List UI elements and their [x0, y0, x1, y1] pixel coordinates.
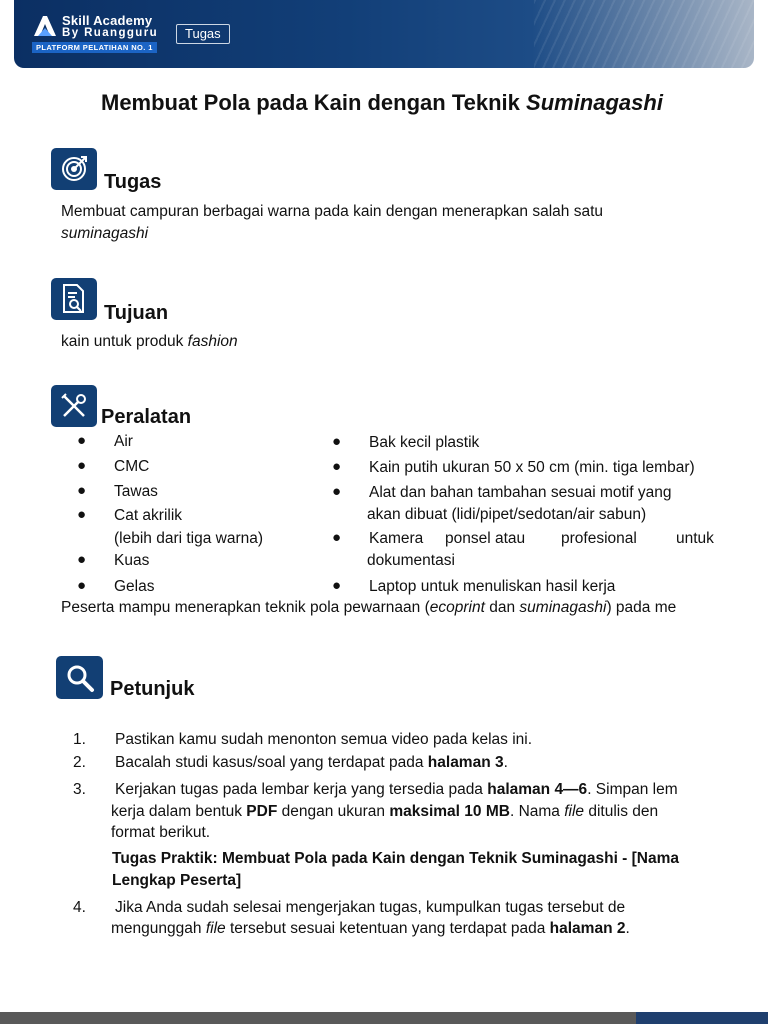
list-item: Gelas	[114, 578, 155, 595]
tujuan-section-icon	[51, 278, 97, 320]
list-number: 1.	[73, 731, 86, 748]
list-item: Bak kecil plastik	[369, 434, 480, 451]
brand-name: Skill Academy	[62, 13, 153, 28]
brand-tagline: PLATFORM PELATIHAN NO. 1	[32, 42, 157, 53]
bullet: ●	[77, 577, 87, 594]
title-italic: Suminagashi	[526, 90, 663, 115]
tugas-text-line1: Membuat campuran berbagai warna pada kain dengan menerapkan salah satu	[61, 203, 603, 220]
file-name-format-line2: Lengkap Peserta]	[112, 872, 242, 889]
list-item: Tawas	[114, 483, 158, 500]
instruction-3-line1: Kerjakan tugas pada lembar kerja yang tersedia pada halaman 4—6. Simpan lem	[115, 781, 678, 798]
instruction-4-line1: Jika Anda sudah selesai mengerjakan tugas, kumpulkan tugas tersebut de	[115, 899, 626, 916]
target-icon	[59, 154, 89, 184]
brand-logo-icon	[32, 14, 58, 38]
bullet: ●	[77, 551, 87, 568]
brand-subname: By Ruangguru	[62, 27, 159, 39]
tools-icon	[59, 391, 89, 421]
list-item-continuation: (lebih dari tiga warna)	[114, 530, 264, 547]
instruction-2: Bacalah studi kasus/soal yang terdapat pada halaman 3.	[115, 754, 508, 771]
list-number: 2.	[73, 754, 86, 771]
bullet: ●	[332, 529, 342, 546]
instruction-1: Pastikan kamu sudah menonton semua video pada kelas ini.	[115, 731, 533, 748]
bullet: ●	[77, 482, 87, 499]
header-banner	[14, 0, 754, 68]
document-search-icon	[59, 283, 89, 315]
tugas-text-line2: suminagashi	[61, 225, 149, 242]
footer-accent	[636, 1012, 768, 1024]
tujuan-heading: Tujuan	[104, 302, 169, 324]
bullet: ●	[77, 457, 87, 474]
bullet: ●	[77, 432, 87, 449]
list-item: Air	[114, 433, 133, 450]
petunjuk-heading: Petunjuk	[110, 678, 195, 700]
header-decoration	[534, 0, 754, 68]
list-item-continuation: dokumentasi	[367, 552, 455, 569]
category-tag: Tugas	[176, 24, 230, 44]
list-item-word: ponsel atau	[445, 530, 526, 547]
instruction-3-line3: format berikut.	[111, 824, 211, 841]
bullet: ●	[332, 458, 342, 475]
list-item: Kuas	[114, 552, 150, 569]
peralatan-heading: Peralatan	[101, 406, 192, 428]
petunjuk-section-icon	[56, 656, 103, 699]
overflow-text: Peserta mampu menerapkan teknik pola pewarnaan (ecoprint dan suminagashi) pada me	[61, 599, 677, 616]
tugas-heading: Tugas	[104, 171, 162, 193]
bullet: ●	[332, 433, 342, 450]
instruction-3-line2: kerja dalam bentuk PDF dengan ukuran maksimal 10 MB. Nama file ditulis den	[111, 803, 659, 820]
bullet: ●	[332, 483, 342, 500]
list-item-word: untuk	[676, 530, 714, 547]
list-number: 3.	[73, 781, 86, 798]
list-item: Cat akrilik	[114, 507, 183, 524]
instruction-4-line2: mengunggah file tersebut sesuai ketentuan yang terdapat pada halaman 2.	[111, 920, 630, 937]
peralatan-section-icon	[51, 385, 97, 427]
page-title: Membuat Pola pada Kain dengan Teknik Suminagashi	[101, 90, 663, 115]
tujuan-text: kain untuk produk fashion	[61, 333, 238, 350]
list-item-word: Kamera	[369, 530, 424, 547]
magnifier-icon	[65, 663, 95, 693]
bullet: ●	[332, 577, 342, 594]
tugas-section-icon	[51, 148, 97, 190]
list-item-word: profesional	[561, 530, 637, 547]
list-item: CMC	[114, 458, 150, 475]
list-item: Laptop untuk menuliskan hasil kerja	[369, 578, 616, 595]
list-number: 4.	[73, 899, 86, 916]
list-item: Alat dan bahan tambahan sesuai motif yang	[369, 484, 672, 501]
bullet: ●	[77, 506, 87, 523]
list-item: Kain putih ukuran 50 x 50 cm (min. tiga lembar)	[369, 459, 695, 476]
list-item-continuation: akan dibuat (lidi/pipet/sedotan/air sabun)	[367, 506, 647, 523]
file-name-format-line1: Tugas Praktik: Membuat Pola pada Kain dengan Teknik Suminagashi - [Nama	[112, 850, 680, 867]
